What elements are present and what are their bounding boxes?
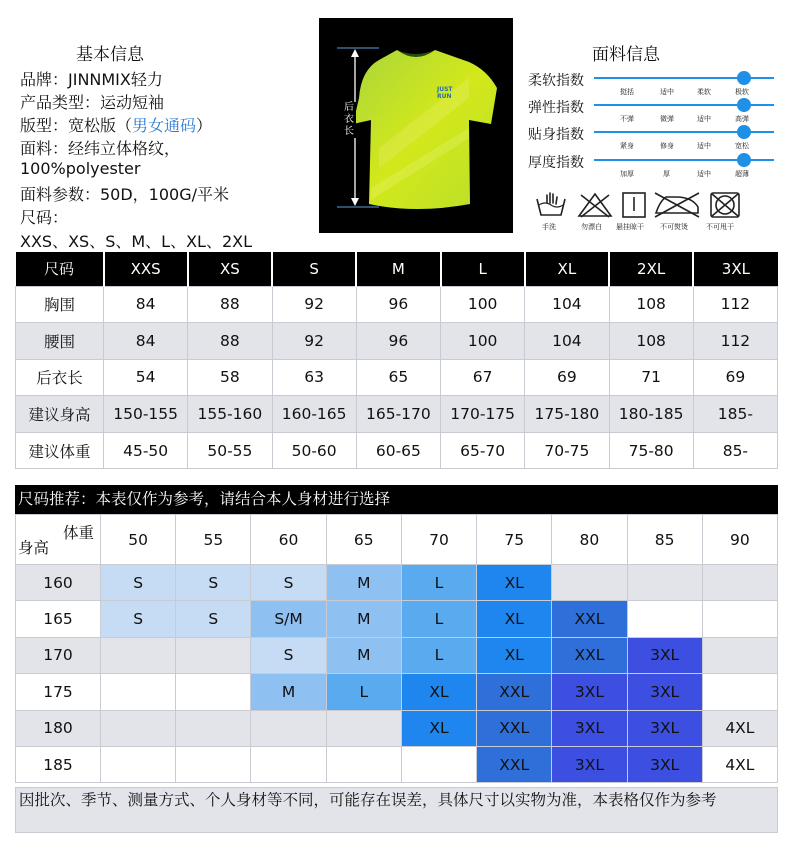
fit-unisex-highlight: 男女通码 [132,116,197,135]
thickness-marker [737,153,751,167]
table-cell: 71 [609,359,693,396]
table-cell: 70-75 [525,432,609,469]
size-cell: L [401,601,476,637]
row-label: 建议身高 [16,396,104,433]
size-chart-header-row [16,252,778,286]
size-recommendation-grid [15,514,778,783]
no-bleach-icon [576,191,614,219]
size-cell: XL [477,601,552,637]
fabric-params-line: 面料参数：50D，100G/平米 [20,185,230,204]
table-cell: 45-50 [104,432,188,469]
table-cell: 50-60 [272,432,356,469]
size-cell [251,746,326,782]
sizes-label: 尺码： [20,208,69,227]
height-label: 180 [16,710,101,746]
softness-tick: 挺括 [620,88,634,96]
height-label: 175 [16,674,101,710]
recommendation-title: 尺码推荐：本表仅作为参考，请结合本人身材进行选择 [15,485,778,514]
size-cell: M [251,674,326,710]
table-cell: 65 [356,359,440,396]
material-composition-line: 100%polyester [20,159,141,178]
table-cell: 165-170 [356,396,440,433]
size-cell: 3XL [552,674,627,710]
size-cell: 4XL [702,710,777,746]
table-cell: 75-80 [609,432,693,469]
fit-index-tick: 适中 [697,142,711,150]
size-cell: 3XL [627,637,702,673]
elasticity-label: 弹性指数 [528,100,584,116]
height-row [16,601,778,637]
weight-header-cell: 50 [101,515,176,565]
size-cell: XL [401,674,476,710]
softness-marker [737,71,751,85]
table-cell: 67 [441,359,525,396]
height-label: 160 [16,565,101,601]
size-cell: L [401,637,476,673]
fit-suffix: ） [196,116,213,135]
size-cell: XL [477,565,552,601]
table-cell: 100 [441,286,525,323]
height-row [16,637,778,673]
table-row [16,323,778,360]
height-row [16,746,778,782]
table-cell: 69 [525,359,609,396]
table-cell: 88 [188,323,272,360]
size-cell [326,746,401,782]
size-cell [101,746,176,782]
size-cell: 3XL [552,746,627,782]
size-cell: XXL [477,746,552,782]
weight-header-cell: 55 [176,515,251,565]
care-no-tumble-dry-label: 不可甩干 [706,223,734,231]
size-cell: 3XL [627,746,702,782]
size-cell [702,674,777,710]
table-cell: 84 [104,323,188,360]
size-header-cell: L [441,252,525,286]
table-cell: 92 [272,286,356,323]
size-cell: 3XL [627,674,702,710]
size-cell: XXL [552,601,627,637]
table-cell: 69 [693,359,777,396]
size-header-cell: XS [188,252,272,286]
size-cell: XXL [477,674,552,710]
weight-axis-label: 体重 [62,524,94,542]
height-axis-label: 身高 [18,539,50,557]
table-cell: 108 [609,323,693,360]
size-cell: XL [477,637,552,673]
care-hand-wash-label: 手洗 [542,223,556,231]
height-row [16,710,778,746]
size-cell [101,637,176,673]
table-cell: 96 [356,286,440,323]
thickness-tick: 适中 [697,170,711,178]
size-cell: M [326,565,401,601]
size-cell [176,710,251,746]
table-cell: 84 [104,286,188,323]
size-cell: L [401,565,476,601]
elasticity-tick: 不弹 [620,115,634,123]
back-length-label: 后衣长 [344,102,354,137]
height-label: 165 [16,601,101,637]
table-cell: 104 [525,323,609,360]
weight-header-cell: 60 [251,515,326,565]
size-cell [702,565,777,601]
table-cell: 104 [525,286,609,323]
size-cell: S/M [251,601,326,637]
svg-text:JUST: JUST [437,86,453,93]
thickness-tick: 加厚 [620,170,634,178]
table-row [16,359,778,396]
size-cell [326,710,401,746]
table-cell: 96 [356,323,440,360]
corner-header [16,515,101,565]
table-cell: 63 [272,359,356,396]
elasticity-tick: 微弹 [660,115,674,123]
table-cell: 180-185 [609,396,693,433]
size-cell [627,601,702,637]
table-cell: 150-155 [104,396,188,433]
fit-index-label: 贴身指数 [528,127,584,143]
size-cell: S [101,565,176,601]
fit-index-tick: 修身 [660,142,674,150]
size-cell: XL [401,710,476,746]
table-cell: 100 [441,323,525,360]
table-row [16,432,778,469]
size-cell: S [176,601,251,637]
weight-header-cell: 70 [401,515,476,565]
no-tumble-dry-icon [708,191,742,219]
row-label: 后衣长 [16,359,104,396]
table-cell: 54 [104,359,188,396]
row-label: 腰围 [16,323,104,360]
sizes-list: XXS、XS、S、M、L、XL、2XL [20,232,253,251]
height-label: 185 [16,746,101,782]
size-header-cell: S [272,252,356,286]
size-cell [176,746,251,782]
care-no-bleach-label: 勿漂白 [581,223,602,231]
softness-tick: 柔软 [697,88,711,96]
size-cell: 3XL [552,710,627,746]
fit-prefix: 版型：宽松版（ [20,116,133,135]
care-no-iron-label: 不可熨烫 [660,223,688,231]
basic-info-title: 基本信息 [76,45,144,65]
size-cell: S [251,637,326,673]
size-cell: L [326,674,401,710]
svg-text:RUN: RUN [437,93,452,100]
table-cell: 65-70 [441,432,525,469]
brand-line: 品牌：JINNMIX轻力 [20,70,163,89]
fit-line [20,113,212,136]
row-label: 建议体重 [16,432,104,469]
size-cell [101,674,176,710]
size-cell [702,637,777,673]
weight-header-cell: 80 [552,515,627,565]
size-cell: XXL [477,710,552,746]
size-cell [702,601,777,637]
row-label: 胸围 [16,286,104,323]
table-cell: 108 [609,286,693,323]
size-cell: S [251,565,326,601]
no-iron-icon [652,191,702,219]
size-header-cell: XXS [104,252,188,286]
size-header-cell: 尺码 [16,252,104,286]
fit-index-marker [737,125,751,139]
fit-index-tick: 紧身 [620,142,634,150]
size-cell: 3XL [627,710,702,746]
table-cell: 85- [693,432,777,469]
size-cell [401,746,476,782]
weight-header-cell: 65 [326,515,401,565]
size-cell [627,565,702,601]
size-cell: XXL [552,637,627,673]
hand-wash-icon [535,191,567,219]
softness-tick: 适中 [660,88,674,96]
fit-index-tick: 宽松 [735,142,749,150]
height-label: 170 [16,637,101,673]
size-cell: 4XL [702,746,777,782]
table-row [16,286,778,323]
table-cell: 92 [272,323,356,360]
height-row [16,565,778,601]
weight-header-cell: 90 [702,515,777,565]
thickness-tick: 厚 [663,170,670,178]
size-cell [176,674,251,710]
material-line: 面料：经纬立体格纹， [20,139,181,158]
table-cell: 112 [693,286,777,323]
table-row [16,396,778,433]
size-cell: M [326,637,401,673]
height-row [16,674,778,710]
size-header-cell: XL [525,252,609,286]
thickness-label: 厚度指数 [528,155,584,171]
size-cell: S [176,565,251,601]
product-photo [319,18,513,233]
product-type-line: 产品类型：运动短袖 [20,93,165,112]
size-cell: M [326,601,401,637]
line-dry-icon [621,191,647,219]
table-cell: 60-65 [356,432,440,469]
table-cell: 170-175 [441,396,525,433]
table-cell: 175-180 [525,396,609,433]
table-cell: 160-165 [272,396,356,433]
weight-header-row [16,515,778,565]
thickness-tick: 超薄 [735,170,749,178]
table-cell: 185- [693,396,777,433]
size-cell [251,710,326,746]
size-cell: S [101,601,176,637]
weight-header-cell: 75 [477,515,552,565]
size-header-cell: 3XL [693,252,777,286]
fabric-info-title: 面料信息 [592,45,660,65]
elasticity-marker [737,98,751,112]
softness-label: 柔软指数 [528,73,584,89]
table-cell: 50-55 [188,432,272,469]
size-cell [176,637,251,673]
size-chart-table [15,252,778,469]
elasticity-tick: 高弹 [735,115,749,123]
table-cell: 112 [693,323,777,360]
size-header-cell: M [356,252,440,286]
table-cell: 88 [188,286,272,323]
size-cell [552,565,627,601]
disclaimer-note: 因批次、季节、测量方式、个人身材等不同，可能存在误差，具体尺寸以实物为准，本表格仅作为参考 [15,787,778,833]
table-cell: 155-160 [188,396,272,433]
size-header-cell: 2XL [609,252,693,286]
size-cell [101,710,176,746]
weight-header-cell: 85 [627,515,702,565]
softness-tick: 极软 [735,88,749,96]
elasticity-tick: 适中 [697,115,711,123]
care-line-dry-label: 悬挂晾干 [616,223,644,231]
table-cell: 58 [188,359,272,396]
